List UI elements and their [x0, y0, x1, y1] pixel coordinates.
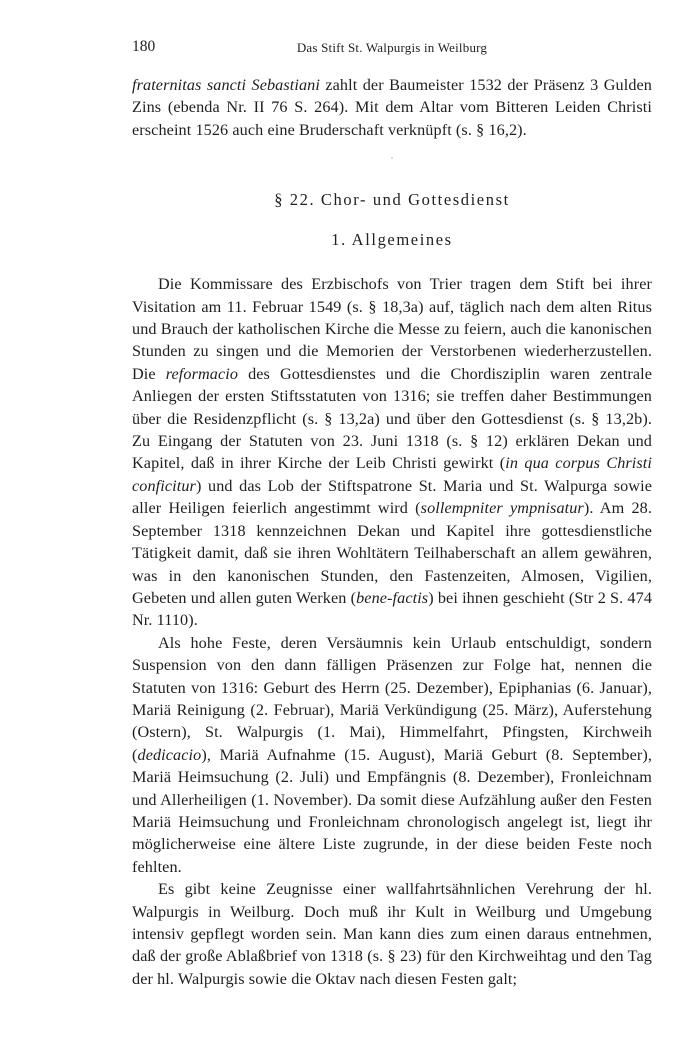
para1-italic-2: in qua corpus Christi conficitur: [132, 454, 652, 495]
page-number: 180: [132, 38, 156, 55]
para2-italic-1: dedicacio: [137, 745, 202, 764]
section-divider-dot: [391, 157, 393, 159]
para1-text-4: ). Am 28. September 1318 kennzeichnen Dekan und Kapitel ihre gottesdienstliche Tätigkeit damit, daß sie ihren Wohltätern Teilhaberschaft an allem gewähren, was in den kanonischen Stunden, den Fastenzeiten, Almosen, Vigilien, Gebeten und allen guten Werken (: [132, 499, 652, 607]
intro-paragraph: [132, 74, 652, 141]
para1-text-2: des Gottesdienstes und die Chordisziplin waren zentrale Anliegen der ersten Stiftsstatuten von 1316; sie treffen daher Bestimmungen über die Residenzpflicht (s. § 13,2a) und über den Gottesdienst (s. § 13,2b). Zu Eingang der Statuten von 23. Juni 1318 (s. § 12) erklären Dekan und Kapitel, daß in ihrer Kirche der Leib Christi gewirkt (: [132, 364, 653, 473]
body-paragraph-2: [132, 632, 652, 878]
para2-text-2: ), Mariä Aufnahme (15. August), Mariä Geburt (8. September), Mariä Heimsuchung (2. Juli) und Empfängnis (8. Dezember), Fronleichnam und Allerheiligen (1. November). Da somit diese Aufzählung außer den Festen Mariä Heimsuchung und Fronleichnam chronologisch angelegt ist, liegt ihr möglicherweise eine ältere Liste zugrunde, in der diese beiden Feste noch fehlten.: [132, 745, 652, 876]
para2-text-1: Als hohe Feste, deren Versäumnis kein Urlaub entschuldigt, sondern Suspension von den dann fälligen Präsenzen zur Folge hat, nennen die Statuten von 1316: Geburt des Herrn (25. Dezember), Epiphanias (6. Januar), Mariä Reinigung (2. Februar), Mariä Verkündigung (25. März), Auferstehung (Ostern), St. Walpurgis (1. Mai), Himmelfahrt, Pfingsten, Kirchweih (: [132, 633, 652, 764]
running-title: Das Stift St. Walpurgis in Weilburg: [296, 40, 488, 55]
para1-text-1: Die Kommissare des Erzbischofs von Trier tragen dem Stift bei ihrer Visitation am 11. Februar 1549 (s. § 18,3a) auf, täglich nach dem alten Ritus und Brauch der katholischen Kirche die Messe zu feiern, auch die kanonischen Stunden zu singen und die Memorien der Verstorbenen wiederherzustellen. Die: [132, 275, 652, 383]
body-paragraph-3: Es gibt keine Zeugnisse einer wallfahrtsähnlichen Verehrung der hl. Walpurgis in Weilburg. Doch muß ihr Kult in Weilburg und Umgebung intensiv gepflegt worden sein. Man kann dies zum einen daraus entnehmen, daß der große Ablaßbrief von 1318 (s. § 23) für den Kirchweihtag und den Tag der hl. Walpurgis sowie die Oktav nach diesen Festen galt;: [132, 880, 652, 988]
intro-text: zahlt der Baumeister 1532 der Präsenz 3 Gulden Zins (ebenda Nr. II 76 S. 264). Mit dem Altar vom Bitteren Leiden Christi erscheint 1526 auch eine Bruderschaft verknüpft (s. § 16,2).: [132, 76, 652, 139]
document-page: [132, 38, 652, 990]
para1-italic-3: sollempniter ympnisatur: [420, 499, 584, 518]
para1-italic-1: reformacio: [165, 364, 239, 383]
para1-italic-4: bene-factis: [356, 588, 429, 607]
section-heading: § 22. Chor- und Gottesdienst: [274, 190, 510, 210]
para1-text-3: ) und das Lob der Stiftspatrone St. Maria und St. Walpurga sowie aller Heiligen feierlich angestimmt wird (: [132, 476, 652, 518]
intro-italic-lead: fraternitas sancti Sebastiani: [132, 76, 320, 94]
section-subheading: 1. Allgemeines: [331, 230, 453, 250]
body-paragraph-1: [132, 273, 652, 632]
para1-text-5: ) bei ihnen geschieht (Str 2 S. 474 Nr. 1110).: [132, 588, 653, 630]
running-header: [132, 38, 652, 60]
